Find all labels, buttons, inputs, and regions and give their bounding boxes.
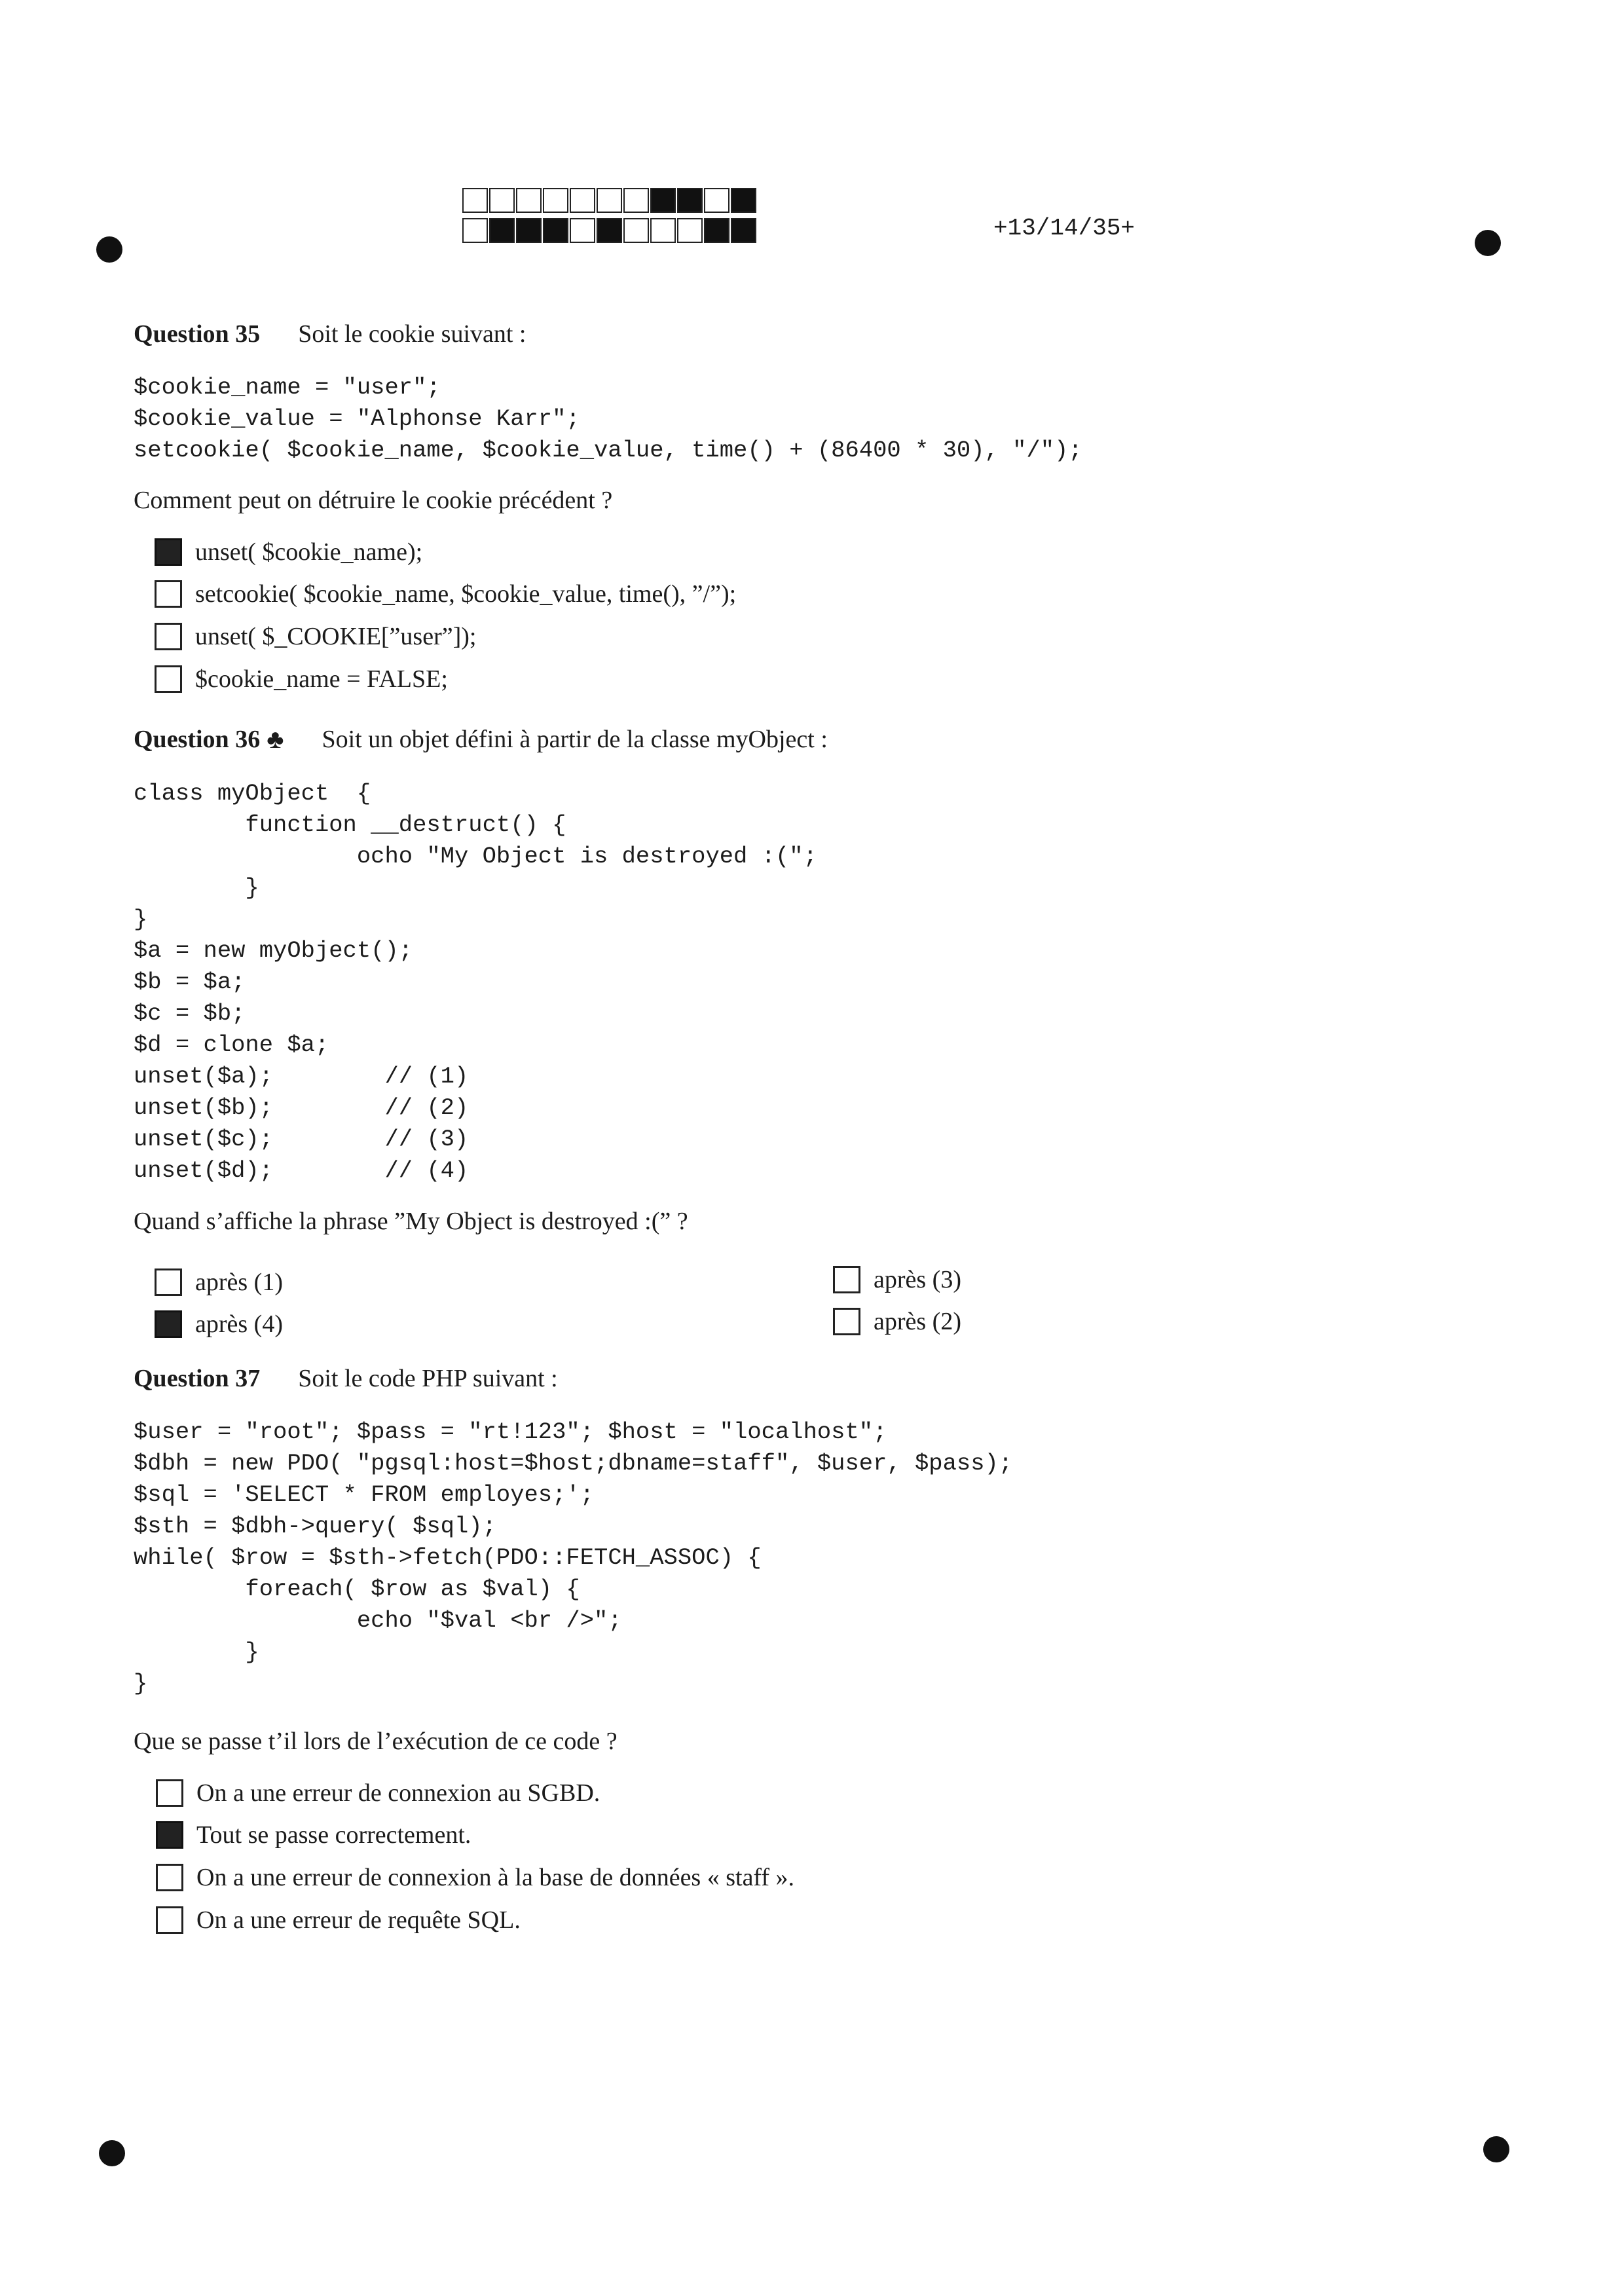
barcode-cell	[650, 188, 676, 213]
question-number: Question 37	[134, 1365, 261, 1392]
barcode-row-1	[462, 188, 758, 212]
option-label: On a une erreur de connexion au SGBD.	[196, 1779, 600, 1807]
barcode-cell	[462, 218, 488, 243]
code-line: foreach( $row as $val) {	[134, 1576, 580, 1602]
code-line: unset($a); // (1)	[134, 1063, 469, 1090]
option-label: Tout se passe correctement.	[196, 1821, 471, 1849]
registration-mark-bottom-right	[1483, 2136, 1509, 2162]
code-line: unset($b); // (2)	[134, 1094, 469, 1121]
barcode-cell	[462, 188, 488, 213]
question-number: Question 35	[134, 320, 261, 348]
code-line: $user = "root"; $pass = "rt!123"; $host = "localhost";	[134, 1418, 887, 1445]
barcode-cell	[677, 188, 703, 213]
question-number: Question 36	[134, 725, 261, 753]
barcode-cell	[489, 218, 515, 243]
code-line: echo "$val <br />";	[134, 1607, 622, 1634]
q37-option-2[interactable]	[156, 1821, 471, 1849]
barcode-cell	[516, 218, 542, 243]
barcode-cell	[516, 188, 542, 213]
checkbox[interactable]	[833, 1308, 860, 1335]
question-intro: Soit un objet défini à partir de la classe myObject :	[322, 725, 828, 753]
code-line: unset($d); // (4)	[134, 1157, 469, 1184]
barcode-cell	[677, 218, 703, 243]
question-35-prompt: Comment peut on détruire le cookie précédent ?	[134, 487, 613, 514]
barcode-cell	[543, 188, 568, 213]
q35-option-2[interactable]	[155, 580, 736, 608]
code-line: $sth = $dbh->query( $sql);	[134, 1513, 496, 1540]
checkbox[interactable]	[155, 538, 182, 566]
q35-option-3[interactable]	[155, 622, 476, 651]
question-intro: Soit le cookie suivant :	[298, 320, 526, 348]
barcode-cell	[704, 218, 729, 243]
code-block-q36	[134, 778, 817, 1187]
option-label: On a une erreur de requête SQL.	[196, 1906, 521, 1934]
page-identifier: +13/14/35+	[993, 215, 1135, 242]
q36-option-3[interactable]	[155, 1310, 283, 1339]
barcode-row-2	[462, 218, 758, 242]
option-label: $cookie_name = FALSE;	[195, 665, 448, 693]
barcode-cell	[650, 218, 676, 243]
option-label: unset( $cookie_name);	[195, 538, 423, 566]
code-line: while( $row = $sth->fetch(PDO::FETCH_ASSOC) {	[134, 1544, 762, 1571]
question-37-prompt: Que se passe t’il lors de l’exécution de ce code ?	[134, 1728, 618, 1755]
code-line: class myObject {	[134, 780, 371, 807]
barcode-cell	[623, 218, 649, 243]
q36-option-4[interactable]	[833, 1307, 961, 1336]
code-block-q35	[134, 372, 1082, 466]
option-label: On a une erreur de connexion à la base de données « staff ».	[196, 1864, 795, 1891]
option-label: après (2)	[874, 1308, 961, 1335]
barcode-cell	[731, 218, 756, 243]
option-label: setcookie( $cookie_name, $cookie_value, time(), ”/”);	[195, 580, 737, 608]
code-line: $d = clone $a;	[134, 1031, 329, 1058]
checkbox[interactable]	[155, 580, 182, 608]
code-line: ocho "My Object is destroyed :(";	[134, 843, 817, 870]
barcode-cell	[623, 188, 649, 213]
code-line: $a = new myObject();	[134, 937, 413, 964]
checkbox[interactable]	[155, 665, 182, 693]
code-line: setcookie( $cookie_name, $cookie_value, time() + (86400 * 30), "/");	[134, 437, 1082, 464]
q36-option-2[interactable]	[833, 1265, 961, 1294]
barcode-cell	[543, 218, 568, 243]
code-line: $b = $a;	[134, 969, 246, 995]
barcode-cell	[704, 188, 729, 213]
code-line: }	[134, 1670, 148, 1697]
q36-option-1[interactable]	[155, 1268, 283, 1297]
question-35-header	[134, 320, 526, 348]
question-number-group	[134, 724, 284, 754]
registration-mark-bottom-left	[99, 2140, 125, 2166]
barcode-cell	[570, 188, 595, 213]
code-line: unset($c); // (3)	[134, 1126, 469, 1153]
checkbox[interactable]	[156, 1864, 183, 1891]
q35-option-4[interactable]	[155, 665, 448, 694]
checkbox[interactable]	[833, 1266, 860, 1293]
code-line: function __destruct() {	[134, 811, 566, 838]
code-line: $cookie_value = "Alphonse Karr";	[134, 405, 580, 432]
question-intro: Soit le code PHP suivant :	[298, 1365, 558, 1392]
checkbox[interactable]	[156, 1906, 183, 1934]
barcode-cell	[570, 218, 595, 243]
q37-option-1[interactable]	[156, 1779, 600, 1807]
option-label: après (3)	[874, 1266, 961, 1293]
barcode-cell	[597, 218, 622, 243]
barcode-cell	[597, 188, 622, 213]
code-line: }	[134, 874, 259, 901]
code-line: $sql = 'SELECT * FROM employes;';	[134, 1481, 595, 1508]
code-block-q37	[134, 1416, 1012, 1699]
code-line: }	[134, 906, 148, 933]
option-label: unset( $_COOKIE[”user”]);	[195, 623, 477, 650]
code-line: $dbh = new PDO( "pgsql:host=$host;dbname=staff", $user, $pass);	[134, 1450, 1013, 1477]
checkbox[interactable]	[156, 1821, 183, 1849]
question-36-prompt: Quand s’affiche la phrase ”My Object is destroyed :(” ?	[134, 1208, 688, 1235]
code-line: }	[134, 1639, 259, 1665]
barcode-cell	[489, 188, 515, 213]
option-label: après (4)	[195, 1310, 283, 1338]
registration-mark-top-left	[96, 236, 122, 263]
question-36-header	[134, 724, 828, 754]
code-line: $cookie_name = "user";	[134, 374, 441, 401]
registration-mark-top-right	[1475, 230, 1501, 256]
q37-option-3[interactable]	[156, 1863, 794, 1892]
club-icon: ♣	[267, 724, 284, 754]
checkbox[interactable]	[155, 623, 182, 650]
checkbox[interactable]	[155, 1268, 182, 1296]
checkbox[interactable]	[155, 1310, 182, 1338]
question-37-header	[134, 1364, 558, 1393]
option-label: après (1)	[195, 1268, 283, 1296]
checkbox[interactable]	[156, 1779, 183, 1807]
code-line: $c = $b;	[134, 1000, 246, 1027]
q37-option-4[interactable]	[156, 1906, 521, 1935]
q35-option-1[interactable]	[155, 538, 422, 566]
barcode-cell	[731, 188, 756, 213]
